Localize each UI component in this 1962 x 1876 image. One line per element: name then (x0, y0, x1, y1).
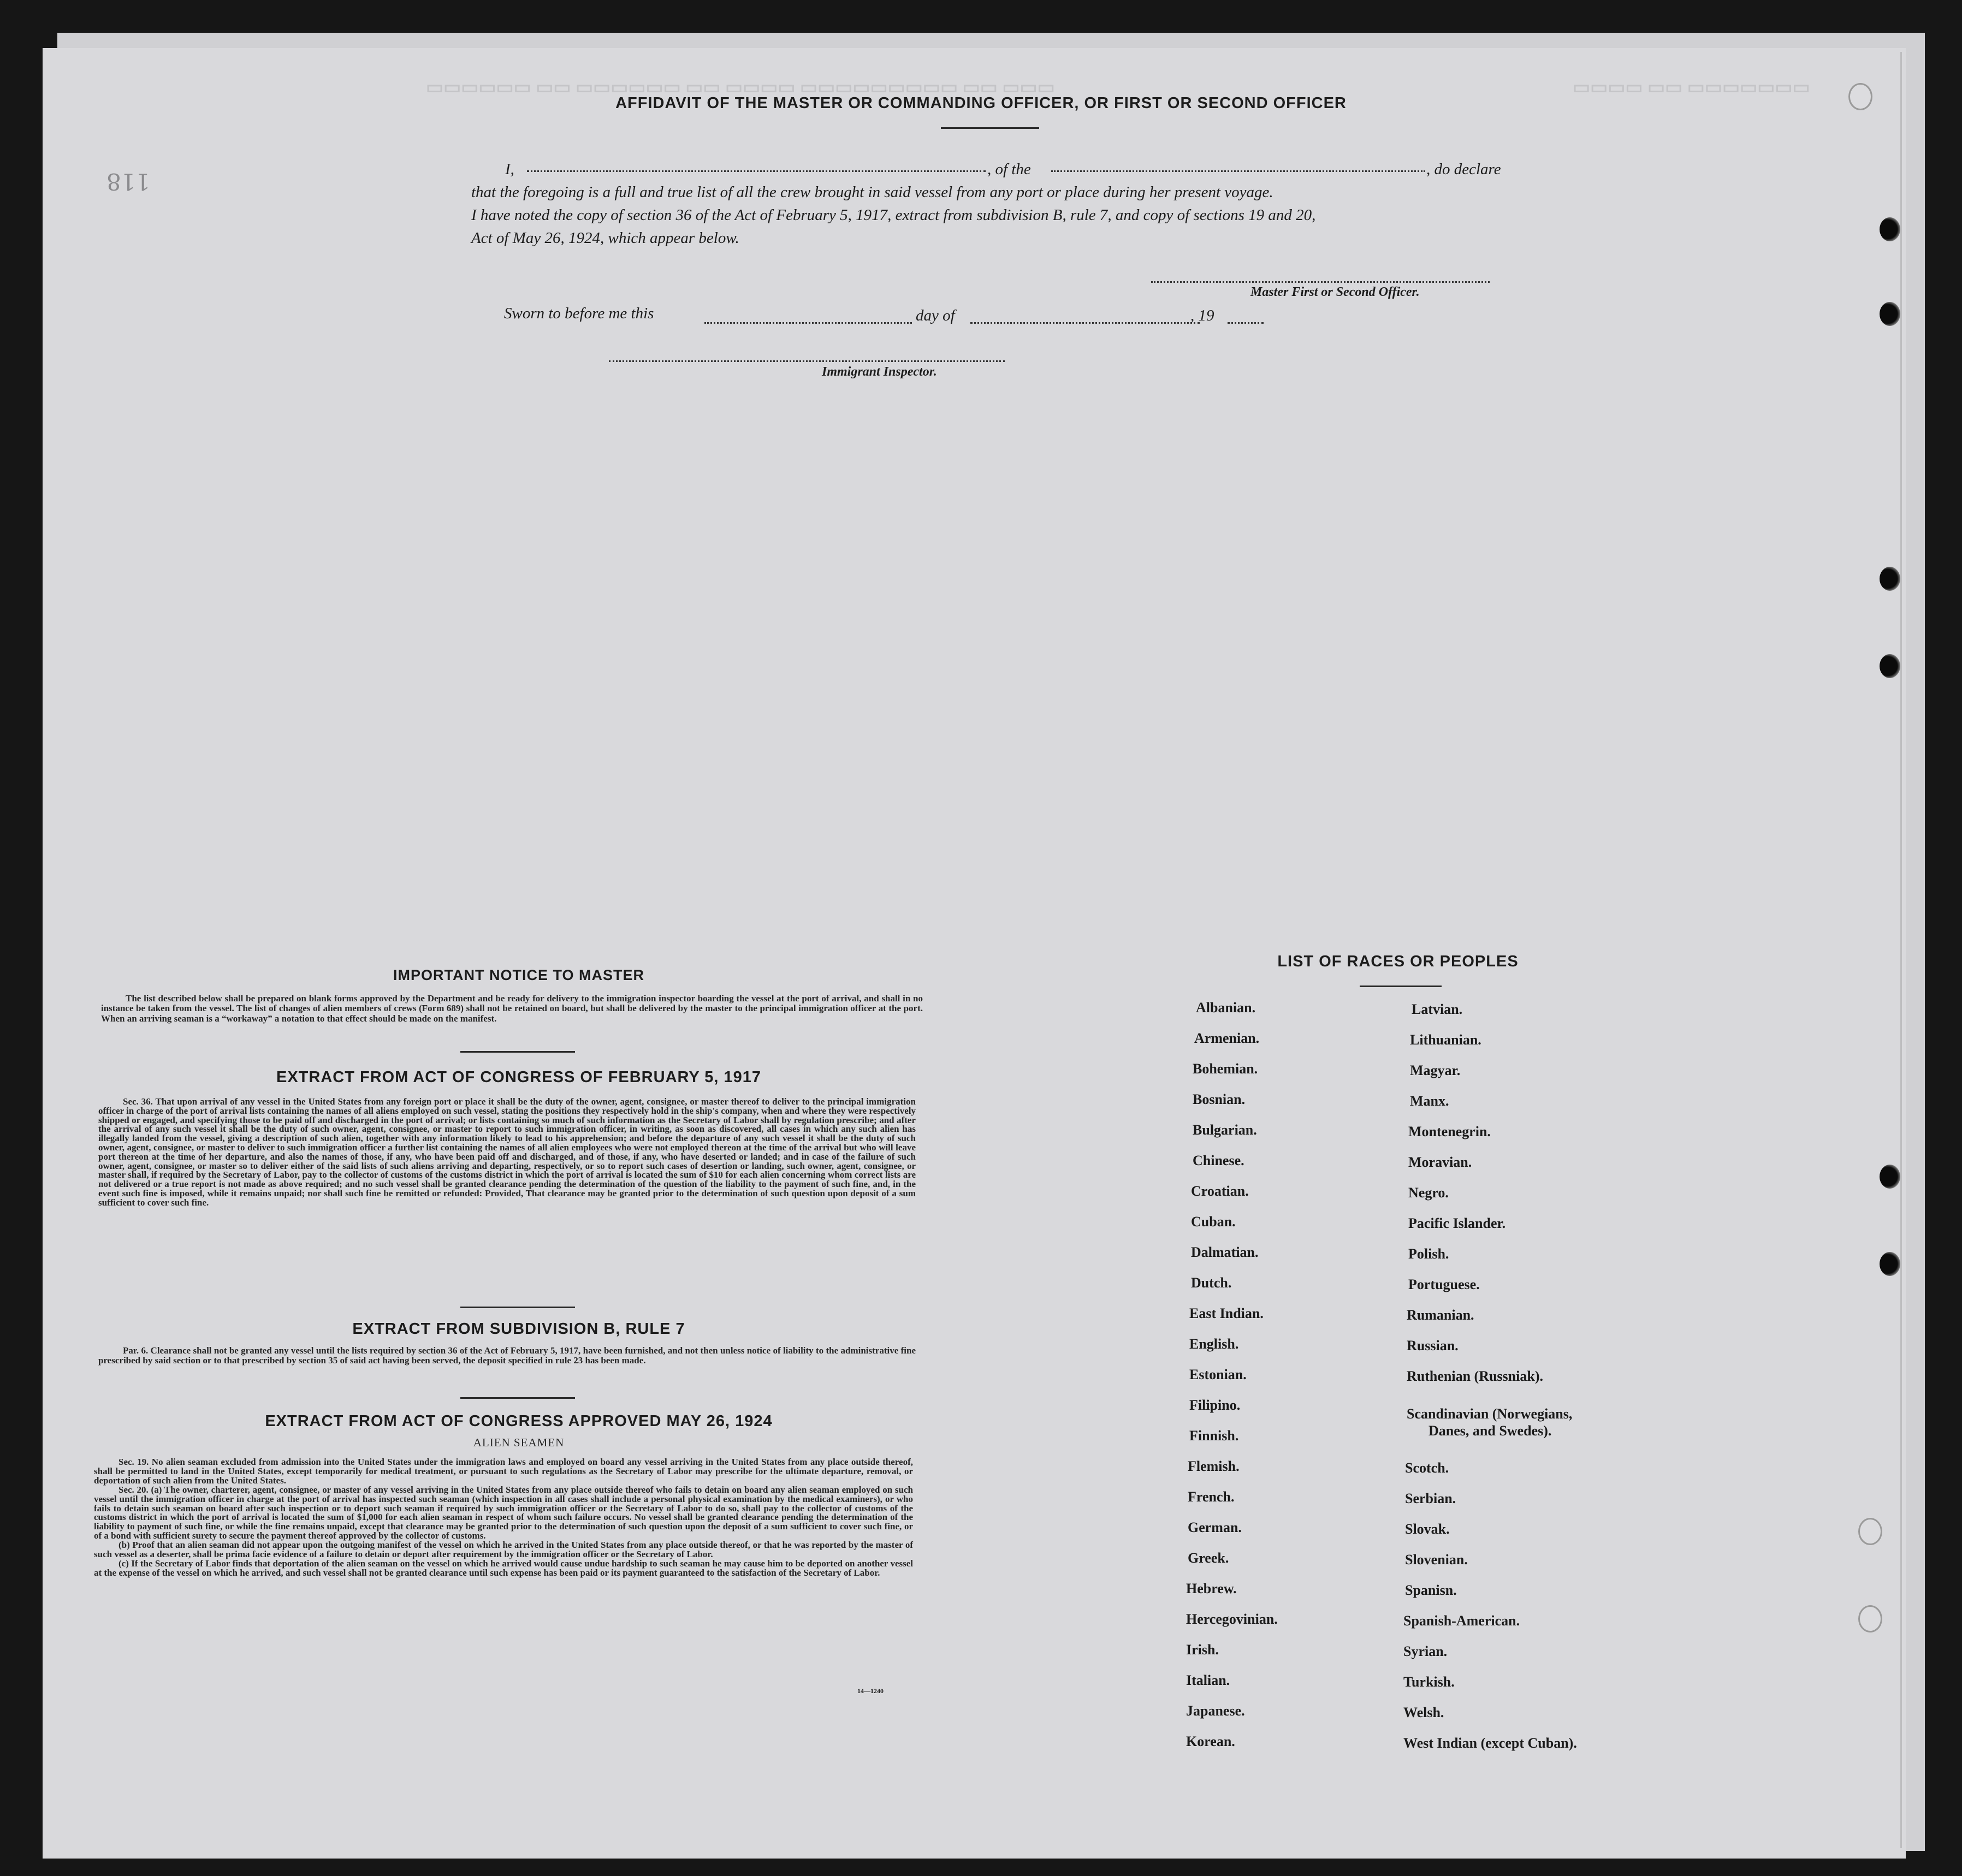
section-36-paragraph: Sec. 36. That upon arrival of any vessel in the United States from any foreign port or place it shall be the duty of the owner, agent, consignee, or master thereof to deliver to the principal immigration officer in charge of the port of arrival lists containing the names of all aliens employed on such vessel, stating the positions they respectively hold in the ship's company, when and where they were respectively shipped or engaged, and specifying those to be paid off and discharged in the port of arrival; or lists containing so much of such information as the Secretary of Labor shall by regulation prescribe; and after the arrival of any such vessel it shall be the duty of such owner, agent, consignee, or master to report to such immigration officer, in writing, as soon as discovered, all cases in which any such alien has illegally landed from the vessel, giving a description of such alien, together with any information likely to lead to his apprehension; and before the departure of any such vessel it shall be the duty of such owner, agent, consignee, or master to deliver to such immigration officer a further list containing the names of all alien employees who were not employed thereon at the time of the arrival but who will leave port thereon at the time of her departure, and also the names of those, if any, who have been paid off and discharged, and of those, if any, who have deserted or landed; and in case of the failure of such owner, agent, consignee, or master so to deliver either of the said lists of such aliens arriving and departing, respectively, or so to report such cases of desertion or landing, such owner, agent, consignee, or master shall, if required by the Secretary of Labor, pay to the collector of customs of the customs district in which the port of arrival is located the sum of $10 for each alien concerning whom correct lists are not delivered or a true report is not made as above required; and no such vessel shall be granted clearance pending the determination of the question of the liability to the payment of such fine, and, in the event such fine is imposed, while it remains unpaid; nor shall such fine be remitted or refunded: Provided, That clearance may be granted prior to the determination of such question upon deposit of a sum sufficient to cover such fine. (98, 1096, 916, 1208)
race-item: Korean. (1186, 1733, 1235, 1749)
year-label: , 19 (1190, 307, 1214, 324)
affidavit-i-label: I, (505, 161, 514, 178)
notice-text (101, 994, 923, 1024)
race-item: Greek. (1188, 1550, 1229, 1566)
races-title: LIST OF RACES OR PEOPLES (1277, 953, 1519, 970)
race-item: Armenian. (1194, 1030, 1260, 1046)
race-item: Welsh. (1403, 1705, 1444, 1720)
bleed-through-text: ▭▭▭▭▭▭ ▭▭ ▭▭▭▭▭▭ ▭▭ ▭▭▭▭ ▭▭▭▭▭▭▭▭▭ ▭▭ ▭▭▭ (426, 78, 1055, 98)
day-of-label: day of (916, 307, 955, 324)
race-item: Chinese. (1193, 1153, 1244, 1168)
race-item: Serbian. (1405, 1491, 1456, 1506)
race-item: English. (1189, 1336, 1239, 1352)
race-item: Magyar. (1410, 1062, 1461, 1078)
race-item: Cuban. (1191, 1214, 1236, 1230)
races-title-rule (1360, 986, 1442, 987)
notice-title: IMPORTANT NOTICE TO MASTER (393, 967, 644, 983)
race-item: Pacific Islander. (1408, 1215, 1506, 1231)
race-item: Ruthenian (Russniak). (1407, 1368, 1543, 1384)
race-item: Dalmatian. (1191, 1244, 1259, 1260)
race-item: Polish. (1408, 1246, 1449, 1262)
section-20a-paragraph: Sec. 20. (a) The owner, charterer, agent, consignee, or master of any vessel arriving in the United States from any place outside thereof who fails to detain on board any alien seaman employed on such vessel until the immigration officer in charge at the port of arrival has inspected such seaman (which inspection in all cases shall include a personal physical examination by the medical examiners), or who fails to detain such seaman on board after such inspection or to deport such seaman if required by such immigration officer or the Secretary of Labor to do so, shall pay to the collector of customs of the customs district in which the port of arrival is located the sum of $1,000 for each alien seaman in respect of whom such failure occurs. No vessel shall be granted clearance pending the determination of the liability to payment of such fine, or while the fine remains unpaid, except that clearance may be granted prior to the determination of such question upon the deposit of a sum sufficient to cover such fine, or of a bond with sufficient surety to secure the payment thereof approved by the collector of customs. (94, 1484, 913, 1541)
race-item: East Indian. (1189, 1305, 1264, 1321)
binder-hole (1880, 654, 1900, 678)
name-blank[interactable] (527, 170, 986, 172)
title-rule (941, 127, 1039, 129)
binder-hole (1880, 217, 1900, 241)
race-item: Albanian. (1196, 1000, 1256, 1016)
race-item-continuation: Danes, and Swedes). (1428, 1423, 1552, 1439)
race-item: Croatian. (1191, 1183, 1249, 1199)
rule-7-text (98, 1346, 916, 1366)
section-rule (460, 1051, 575, 1053)
race-item: Italian. (1186, 1672, 1230, 1688)
sheet-edge (1900, 52, 1902, 1848)
sworn-label: Sworn to before me this (504, 305, 654, 322)
race-item: Scandinavian (Norwegians, (1407, 1406, 1573, 1422)
bleed-through-text-2: ▭▭▭▭ ▭▭ ▭▭▭▭▭▭▭ (1573, 78, 1810, 98)
vessel-blank[interactable] (1051, 170, 1425, 172)
race-item: Irish. (1186, 1642, 1219, 1658)
race-item: Russian. (1407, 1338, 1459, 1353)
race-item: Scotch. (1405, 1460, 1449, 1476)
race-item: Filipino. (1189, 1397, 1241, 1413)
race-item: Hercegovinian. (1186, 1611, 1278, 1627)
day-blank[interactable] (704, 322, 912, 324)
affidavit-of-label: , of the (987, 161, 1031, 178)
section-rule (460, 1307, 575, 1308)
affidavit-title: AFFIDAVIT OF THE MASTER OR COMMANDING OFFICER, OR FIRST OR SECOND OFFICER (615, 94, 1347, 112)
alien-seamen-subtitle: ALIEN SEAMEN (473, 1436, 565, 1449)
race-item: Slovak. (1405, 1521, 1450, 1537)
race-item: Rumanian. (1407, 1307, 1474, 1323)
race-item: Latvian. (1412, 1001, 1463, 1017)
race-item: Portuguese. (1408, 1277, 1480, 1292)
extract-1924-title: EXTRACT FROM ACT OF CONGRESS APPROVED MAY 26, 1924 (265, 1412, 773, 1430)
binder-hole (1880, 567, 1900, 591)
notice-paragraph: The list described below shall be prepared on blank forms approved by the Department and be ready for delivery to the immigration inspector boarding the vessel at the port of arrival, and shall in no instance be taken from the vessel. The list of changes of alien members of crews (Form 689) shall not be retained on board, but shall be delivered by the master to the principal immigration officer at the port. When an arriving seaman is a “workaway” a notation to that effect should be made on the manifest. (101, 993, 923, 1024)
form-number: 14—1240 (857, 1687, 884, 1695)
race-item: Syrian. (1403, 1643, 1448, 1659)
affidavit-line-4: Act of May 26, 1924, which appear below. (471, 229, 739, 247)
race-item: French. (1188, 1489, 1235, 1505)
section-rule (460, 1397, 575, 1399)
month-blank[interactable] (970, 322, 1200, 324)
race-item: Bosnian. (1193, 1091, 1246, 1107)
race-item: Dutch. (1191, 1275, 1232, 1291)
race-item: Manx. (1410, 1093, 1449, 1109)
rule-7-paragraph: Par. 6. Clearance shall not be granted any vessel until the lists required by section 36 of the Act of February 5, 1917, have been furnished, and not then unless notice of liability to the administrative fine prescribed by said section or to that prescribed by section 35 of said act having been served, the deposit specified in rule 23 has been made. (98, 1345, 916, 1366)
binder-hole (1858, 1518, 1882, 1545)
section-20b-paragraph: (b) Proof that an alien seaman did not appear upon the outgoing manifest of the vessel on which he arrived in the United States from any place outside thereof, or that he was reported by the master of such vessel as a deserter, shall be prima facie evidence of a failure to detain or deport after requirement by the immigration officer or the Secretary of Labor. (94, 1540, 913, 1560)
binder-hole (1880, 1165, 1900, 1189)
race-item: Japanese. (1186, 1703, 1245, 1719)
race-item: Flemish. (1188, 1458, 1240, 1474)
extract-1917-title: EXTRACT FROM ACT OF CONGRESS OF FEBRUARY 5, 1917 (276, 1068, 762, 1086)
race-item: Spanish-American. (1403, 1613, 1520, 1629)
inspector-label: Immigrant Inspector. (822, 365, 937, 379)
race-item: Finnish. (1189, 1428, 1239, 1444)
race-item: West Indian (except Cuban). (1403, 1735, 1577, 1751)
race-item: Bohemian. (1193, 1061, 1258, 1077)
race-item: Moravian. (1408, 1154, 1472, 1170)
form-sheet (43, 48, 1906, 1859)
race-item: Hebrew. (1186, 1581, 1237, 1596)
binder-hole (1858, 1605, 1882, 1632)
rule-7-title: EXTRACT FROM SUBDIVISION B, RULE 7 (352, 1320, 685, 1338)
race-item: German. (1188, 1519, 1242, 1535)
affidavit-declare-label: , do declare (1426, 161, 1501, 178)
race-item: Slovenian. (1405, 1552, 1468, 1568)
race-item: Spanisn. (1405, 1582, 1457, 1598)
race-item: Montenegrin. (1408, 1124, 1491, 1139)
section-20c-paragraph: (c) If the Secretary of Labor finds that deportation of the alien seaman on the vessel on which he arrived would cause undue hardship to such seaman he may cause him to be deported on another vessel at the expense of the vessel on which he arrived, and such vessel shall not be granted clearance until such expense has been paid or its payment guaranteed to the satisfaction of the Secretary of Labor. (94, 1558, 913, 1578)
binder-hole (1880, 1252, 1900, 1276)
affidavit-line-2: that the foregoing is a full and true list of all the crew brought in said vessel from any port or place during her present voyage. (471, 183, 1273, 201)
extract-1924-text (94, 1458, 913, 1578)
section-19-paragraph: Sec. 19. No alien seaman excluded from admission into the United States under the immigration laws and employed on board any vessel arriving in the United States from any place outside thereof, shall be permitted to land in the United States, except temporarily for medical treatment, or pursuant to such regulations as the Secretary of Labor may prescribe for the ultimate departure, removal, or deportation of such alien from the United States. (94, 1457, 913, 1486)
master-signature-label: Master First or Second Officer. (1250, 285, 1420, 299)
race-item: Estonian. (1189, 1367, 1247, 1382)
binder-hole (1880, 302, 1900, 326)
margin-note: 118 (106, 168, 151, 195)
master-signature-blank[interactable] (1151, 281, 1490, 283)
inspector-signature-blank[interactable] (609, 360, 1005, 362)
race-item: Negro. (1408, 1185, 1449, 1201)
extract-1917-text (98, 1097, 916, 1208)
year-blank[interactable] (1228, 322, 1264, 324)
affidavit-line-3: I have noted the copy of section 36 of the Act of February 5, 1917, extract from subdivision B, rule 7, and copy of sections 19 and 20, (471, 206, 1316, 224)
race-item: Bulgarian. (1193, 1122, 1257, 1138)
race-item: Lithuanian. (1410, 1032, 1481, 1048)
race-item: Turkish. (1403, 1674, 1455, 1690)
